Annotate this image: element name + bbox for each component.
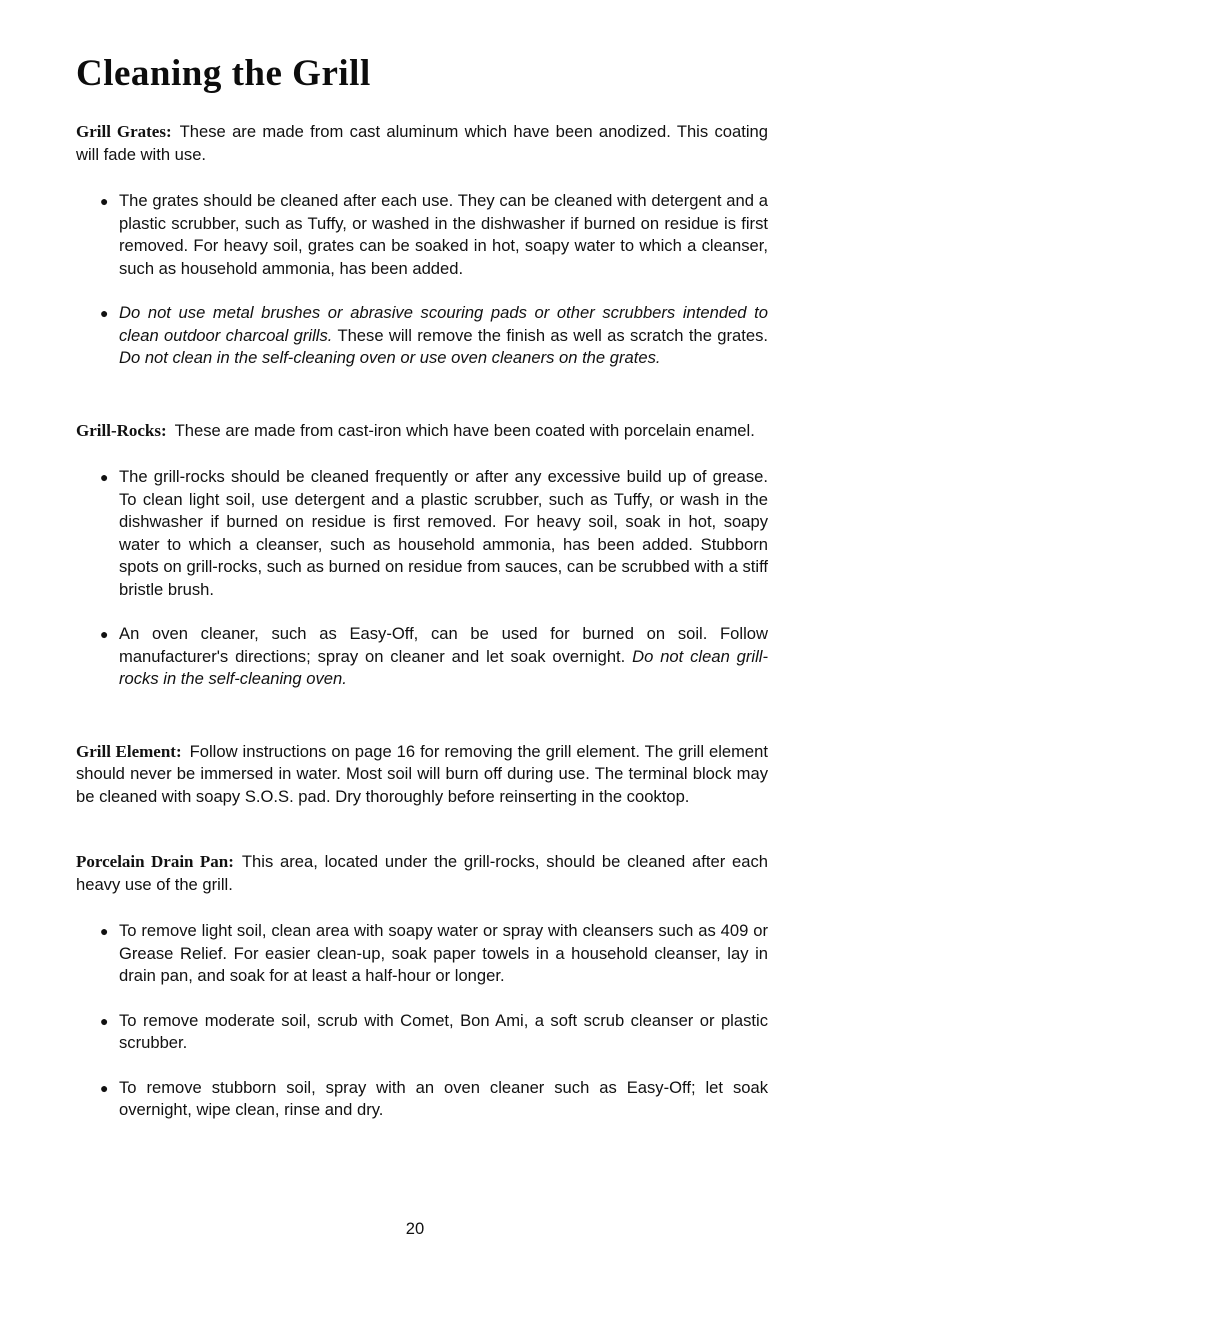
list-item	[100, 190, 768, 280]
grill-grates-warning-1: Do not use metal brushes or abrasive scouring pads or other scrubbers intended to clean outdoor charcoal grills.	[119, 303, 768, 345]
drain-pan-bullet-2: To remove moderate soil, scrub with Comet, Bon Ami, a soft scrub cleanser or plastic scrubber.	[119, 1010, 768, 1052]
drain-pan-bullets	[76, 920, 768, 1122]
grill-element-intro-text: Follow instructions on page 16 for removing the grill element. The grill element should never be immersed in water. Most soil will burn off during use. The terminal block may be cleaned with soapy S.O.S. pad. Dry thoroughly before reinserting in the cooktop.	[76, 741, 768, 806]
bullet-icon: ●	[100, 1012, 109, 1029]
grill-element-intro	[76, 741, 768, 809]
list-item	[100, 466, 768, 601]
drain-pan-bullet-1: To remove light soil, clean area with soapy water or spray with cleansers such as 409 or Grease Relief. For easier clean-up, soak paper towels in a household cleanser, lay in drain pan, and soak for at least a half-hour or longer.	[119, 921, 768, 985]
page-number: 20	[405, 1219, 425, 1238]
section-grill-element	[76, 741, 768, 809]
grill-rocks-bullets	[76, 466, 768, 691]
list-item	[100, 302, 768, 370]
grill-grates-warning-2: Do not clean in the self-cleaning oven or use oven cleaners on the grates.	[119, 348, 661, 367]
bullet-icon: ●	[100, 193, 109, 209]
bullet-icon: ●	[100, 305, 109, 321]
bullet-icon: ●	[100, 1079, 109, 1096]
list-item	[100, 1010, 768, 1055]
bullet-icon: ●	[100, 469, 109, 485]
grill-rocks-bullet-1: The grill-rocks should be cleaned frequently or after any excessive build up of grease. To clean light soil, use detergent and a plastic scrubber, such as Tuffy, or wash in the dishwasher if burned on residue is first removed. For heavy soil, soak in hot, soapy water to which a cleanser, such as household ammonia, has been added. Stubborn spots on grill-rocks, such as burned on residue from sauces, can be scrubbed with a stiff bristle brush.	[119, 467, 768, 599]
grill-grates-bullet-1: The grates should be cleaned after each use. They can be cleaned with detergent and a plastic scrubber, such as Tuffy, or washed in the dishwasher if burned on residue is first removed. For heavy soil, grates can be soaked in hot, soapy water to which a cleanser, such as household ammonia, has been added.	[119, 191, 768, 278]
drain-pan-bullet-3: To remove stubborn soil, spray with an oven cleaner such as Easy-Off; let soak overnight, wipe clean, rinse and dry.	[119, 1077, 768, 1119]
section-grill-grates	[76, 121, 768, 370]
drain-pan-intro	[76, 851, 768, 896]
grill-rocks-heading: Grill-Rocks:	[76, 420, 167, 440]
grill-rocks-intro-text: These are made from cast-iron which have been coated with porcelain enamel.	[174, 420, 755, 440]
grill-rocks-intro	[76, 420, 768, 443]
grill-grates-heading: Grill Grates:	[76, 122, 172, 141]
page-title: Cleaning the Grill	[76, 53, 371, 94]
list-item	[100, 623, 768, 691]
list-item	[100, 1077, 768, 1122]
list-item	[100, 920, 768, 988]
document-page	[76, 50, 768, 1122]
grill-grates-bullets	[76, 190, 768, 370]
drain-pan-heading: Porcelain Drain Pan:	[76, 852, 234, 871]
grill-rocks-warning: Do not clean grill-rocks in the self-cleaning oven.	[119, 646, 768, 688]
grill-grates-bullet-2-text: These will remove the finish as well as scratch the grates.	[332, 325, 768, 345]
grill-element-heading: Grill Element:	[76, 741, 182, 761]
grill-grates-intro	[76, 121, 768, 166]
section-porcelain-drain-pan	[76, 851, 768, 1122]
section-grill-rocks	[76, 420, 768, 691]
grill-rocks-bullet-2-text: An oven cleaner, such as Easy-Off, can be used for burned on soil. Follow manufacturer's directions; spray on cleaner and let soak overnight.	[119, 624, 768, 666]
bullet-icon: ●	[100, 923, 109, 939]
drain-pan-intro-text: This area, located under the grill-rocks, should be cleaned after each heavy use of the grill.	[76, 852, 768, 894]
bullet-icon: ●	[100, 626, 109, 642]
grill-grates-intro-text: These are made from cast aluminum which have been anodized. This coating will fade with use.	[76, 122, 768, 164]
